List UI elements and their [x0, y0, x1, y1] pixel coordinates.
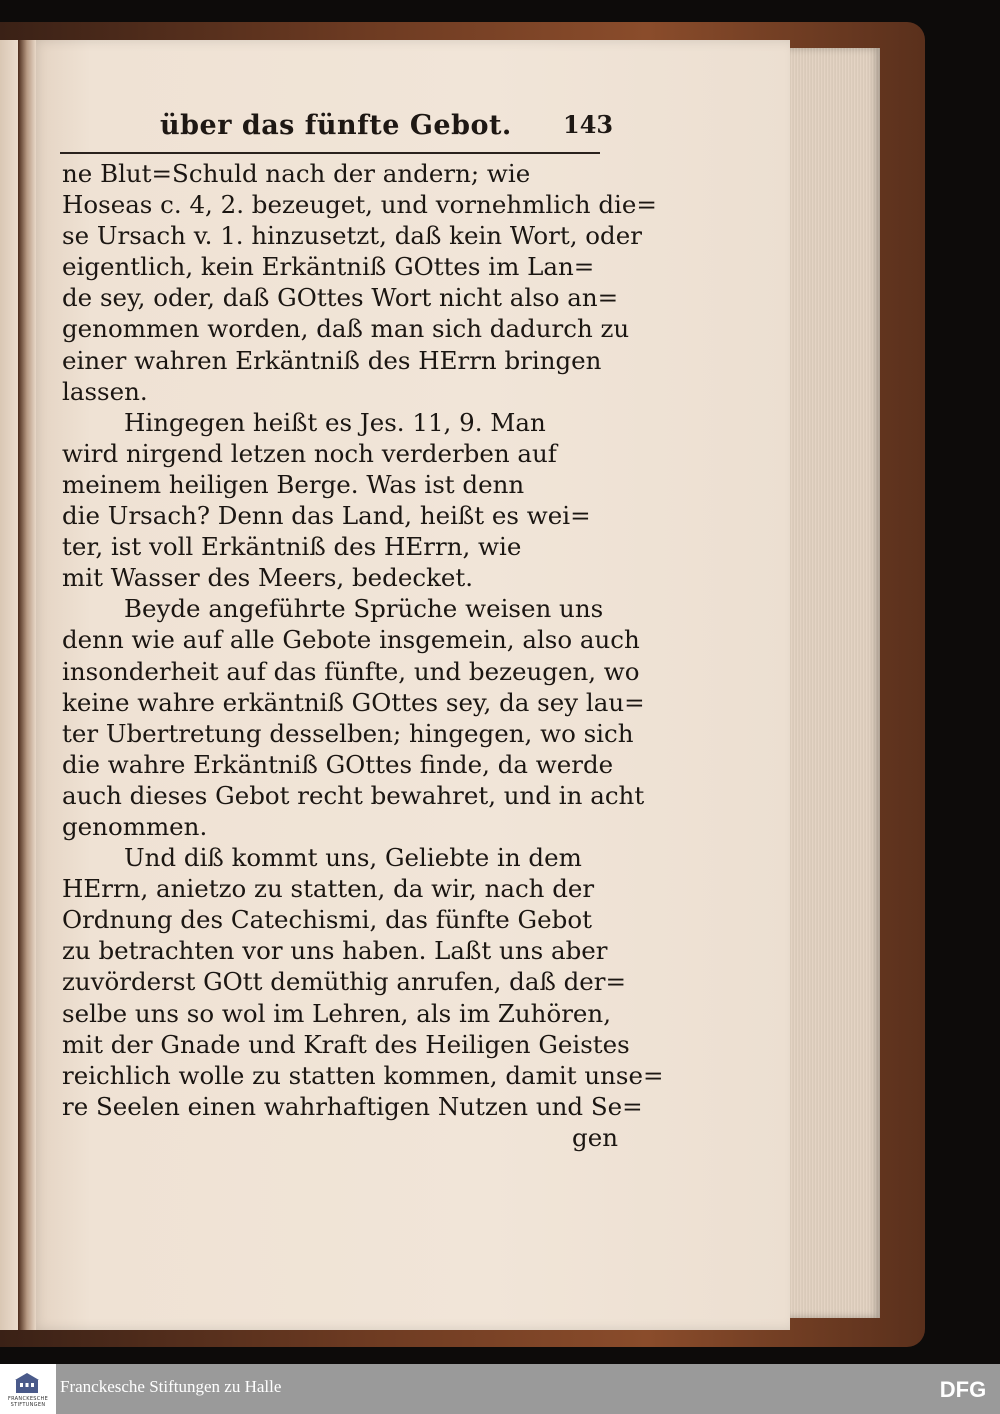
dfg-logo: [934, 1376, 992, 1402]
text-line: Hingegen heißt es Jes. 11, 9. Man: [124, 407, 546, 437]
text-line: de sey, oder, daß GOttes Wort nicht also an=: [62, 283, 619, 313]
running-title: über das fünfte Gebot.: [160, 110, 512, 141]
footer-bar: [0, 1364, 1000, 1414]
text-line: genommen.: [62, 811, 208, 841]
header-rule: [60, 152, 600, 154]
text-line: die Ursach? Denn das Land, heißt es wei=: [62, 501, 591, 531]
logo-text: FRANCKESCHE STIFTUNGEN: [7, 1396, 49, 1408]
text-line: ter, ist voll Erkäntniß des HErrn, wie: [62, 532, 522, 562]
text-line: keine wahre erkäntniß GOttes sey, da sey lau=: [62, 687, 645, 717]
text-line: einer wahren Erkäntniß des HErrn bringen: [62, 345, 602, 375]
text-line: auch dieses Gebot recht bewahret, und in acht: [62, 780, 645, 810]
book-gutter: [18, 40, 36, 1330]
text-line: Ordnung des Catechismi, das fünfte Gebot: [62, 905, 592, 935]
text-line: se Ursach v. 1. hinzusetzt, daß kein Wort, oder: [62, 221, 642, 251]
text-line: ne Blut=Schuld nach der andern; wie: [62, 159, 531, 188]
building-icon: [14, 1372, 40, 1394]
text-line: mit der Gnade und Kraft des Heiligen Geistes: [62, 1029, 630, 1059]
dfg-label: DFG: [939, 1377, 987, 1402]
text-line: re Seelen einen wahrhaftigen Nutzen und Se=: [62, 1091, 643, 1121]
text-line: lassen.: [62, 376, 148, 406]
page-number: 143: [563, 110, 614, 139]
text-line: Hoseas c. 4, 2. bezeuget, und vornehmlich die=: [62, 190, 657, 220]
body-text: [62, 158, 664, 1153]
text-line: mit Wasser des Meers, bedecket.: [62, 563, 474, 593]
text-line: eigentlich, kein Erkäntniß GOttes im Lan=: [62, 252, 595, 282]
text-line: Beyde angeführte Sprüche weisen uns: [124, 594, 604, 624]
text-line: zu betrachten vor uns haben. Laßt uns aber: [62, 936, 608, 966]
text-line: gen: [572, 1122, 618, 1152]
text-line: ter Ubertretung desselben; hingegen, wo sich: [62, 718, 634, 748]
text-line: Und diß kommt uns, Geliebte in dem: [124, 843, 582, 873]
institution-name: Franckesche Stiftungen zu Halle: [60, 1377, 282, 1396]
text-line: genommen worden, daß man sich dadurch zu: [62, 314, 630, 344]
text-line: insonderheit auf das fünfte, und bezeugen, wo: [62, 656, 640, 686]
text-line: HErrn, anietzo zu statten, da wir, nach der: [62, 874, 595, 904]
text-line: denn wie auf alle Gebote insgemein, also auch: [62, 625, 640, 655]
text-line: die wahre Erkäntniß GOttes finde, da werde: [62, 749, 614, 779]
text-line: meinem heiligen Berge. Was ist denn: [62, 469, 525, 499]
text-line: reichlich wolle zu statten kommen, damit unse=: [62, 1060, 664, 1090]
text-line: selbe uns so wol im Lehren, als im Zuhören,: [62, 998, 611, 1028]
institution-logo: [0, 1364, 56, 1414]
page-header: [60, 104, 614, 144]
text-line: zuvörderst GOtt demüthig anrufen, daß der=: [62, 967, 627, 997]
text-line: wird nirgend letzen noch verderben auf: [62, 438, 557, 468]
